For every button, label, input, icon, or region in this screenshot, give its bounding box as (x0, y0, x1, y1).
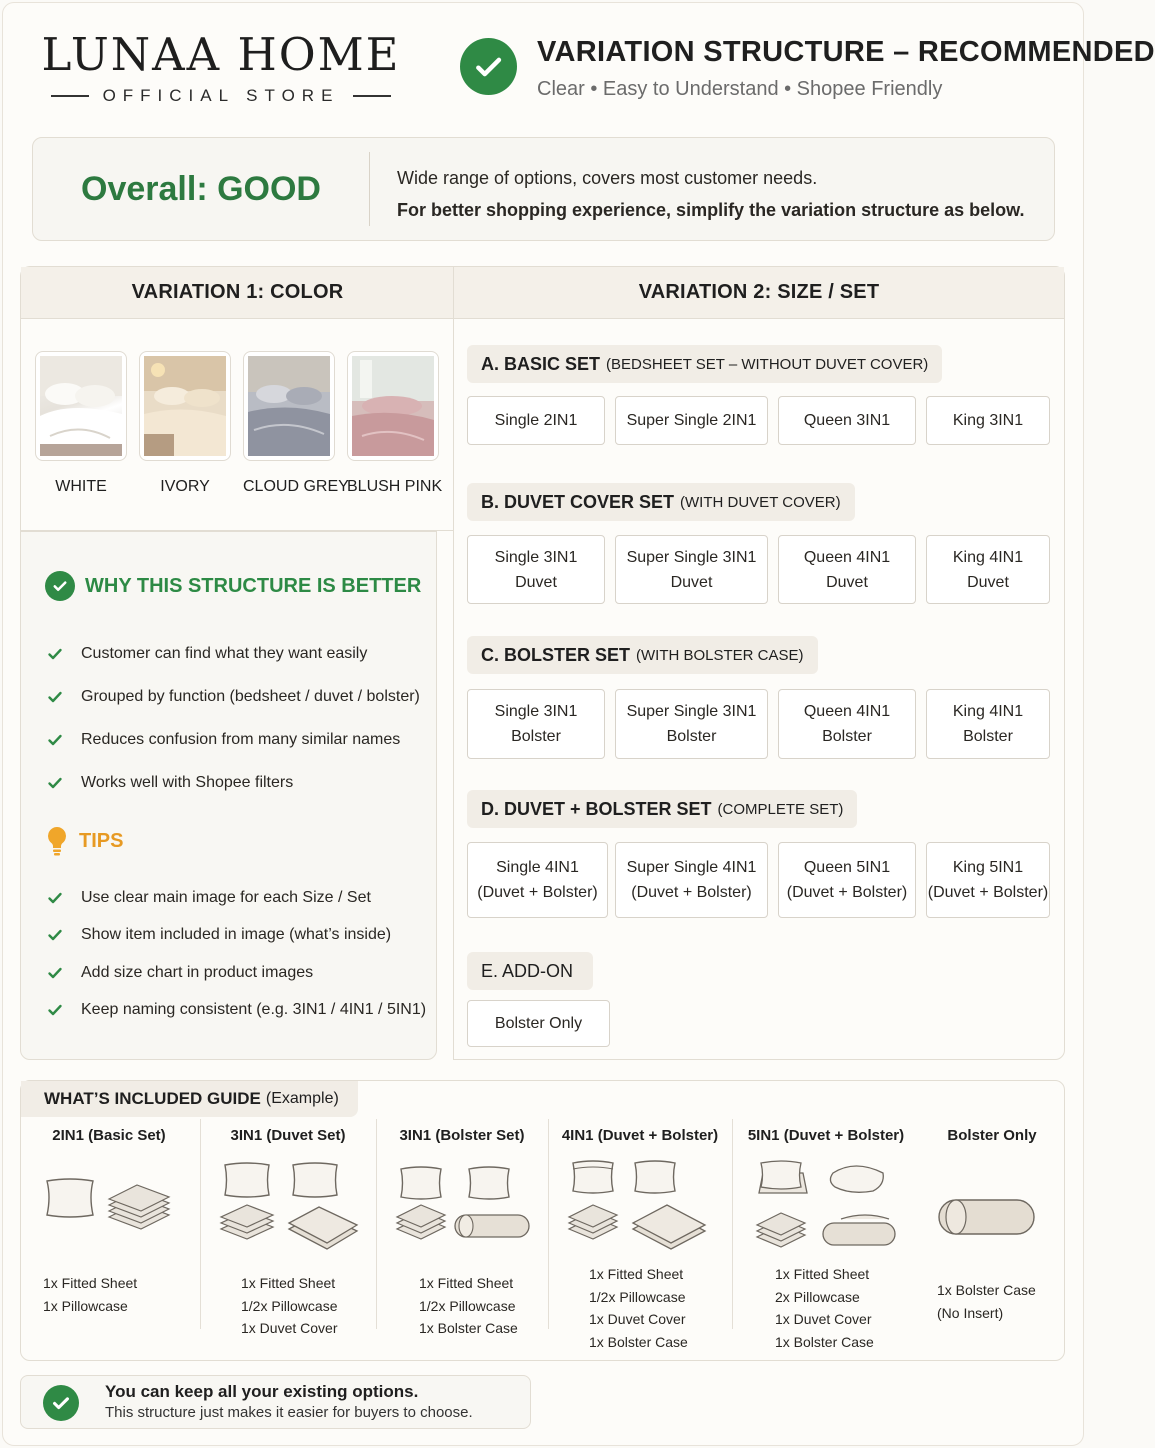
footer-note (20, 1375, 531, 1429)
section-note: (WITH DUVET COVER) (680, 493, 841, 511)
list-item (47, 992, 426, 1030)
list-item (47, 675, 420, 718)
guide-item: 1x Fitted Sheet (241, 1275, 336, 1291)
overall-line-1: Wide range of options, covers most customer needs. (397, 168, 818, 188)
overall-rating: Overall: GOOD (81, 169, 321, 208)
why-item-text: Reduces confusion from many similar names (81, 730, 401, 748)
check-icon (47, 965, 63, 981)
guide-item: 1x Duvet Cover (775, 1311, 872, 1327)
variation-size-panel (453, 266, 1065, 1060)
guide-item: 1x Duvet Cover (241, 1320, 338, 1336)
section-name: C. BOLSTER SET (481, 644, 631, 665)
section-bolster-set (467, 636, 818, 674)
tip-item-text: Use clear main image for each Size / Set (81, 888, 371, 906)
why-list (47, 632, 420, 804)
guide-item: 1x Duvet Cover (589, 1311, 686, 1327)
color-label-blush-pink: BLUSH PINK (347, 478, 443, 495)
why-item-text: Grouped by function (bedsheet / duvet / bolster) (81, 687, 420, 705)
list-item (47, 718, 420, 761)
check-circle-icon (460, 38, 517, 95)
guide-note: (Example) (265, 1090, 339, 1107)
guide-col-3in1-bolster (377, 1117, 547, 1361)
color-photo-ivory (139, 351, 231, 461)
tips-list (47, 879, 426, 1029)
pillows-sheet-duvet-bolster-icon (755, 1159, 905, 1257)
overall-line-2: For better shopping experience, simplify the variation structure as below. (397, 200, 1025, 220)
guide-item: 1x Bolster Case (937, 1282, 1036, 1298)
color-swatch-cloud-grey[interactable] (243, 351, 349, 496)
option-single-4in1-complete[interactable]: Single 4IN1 (Duvet + Bolster) (467, 842, 608, 918)
overall-description (397, 162, 1024, 226)
guide-col-bolster-only (919, 1117, 1065, 1361)
check-circle-icon (43, 1385, 79, 1421)
lightbulb-icon (45, 825, 69, 857)
guide-col-items (43, 1272, 137, 1317)
why-heading (45, 571, 421, 601)
why-item-text: Works well with Shopee filters (81, 773, 294, 791)
option-queen-5in1-complete[interactable]: Queen 5IN1 (Duvet + Bolster) (778, 842, 916, 918)
why-item-text: Customer can find what they want easily (81, 644, 368, 662)
section-duvet-bolster-set (467, 790, 857, 828)
footer-line-1: You can keep all your existing options. (105, 1382, 419, 1401)
option-single-3in1-bolster[interactable]: Single 3IN1 Bolster (467, 689, 605, 759)
page-subtitle: Clear • Easy to Understand • Shopee Friendly (537, 78, 943, 100)
guide-col-items (241, 1272, 338, 1340)
option-super-single-2in1[interactable]: Super Single 2IN1 (615, 396, 768, 445)
guide-col-title: 3IN1 (Duvet Set) (230, 1127, 346, 1144)
color-swatch-blush-pink[interactable] (347, 351, 443, 496)
brand-divider-left (51, 95, 89, 97)
pillows-sheet-duvet-bolster-icon (567, 1159, 709, 1254)
check-icon (47, 646, 63, 662)
guide-item: 1x Fitted Sheet (589, 1266, 684, 1282)
check-icon (47, 732, 63, 748)
option-queen-4in1-bolster[interactable]: Queen 4IN1 Bolster (778, 689, 916, 759)
section-add-on (467, 952, 593, 990)
section-note: (BEDSHEET SET – WITHOUT DUVET COVER) (606, 355, 929, 373)
guide-title-tab (21, 1081, 358, 1117)
why-tips-card (20, 531, 437, 1060)
pillows-sheet-duvet-icon (219, 1161, 359, 1256)
guide-title: WHAT’S INCLUDED GUIDE (44, 1089, 261, 1108)
guide-col-4in1 (549, 1117, 731, 1361)
guide-item: 1x Pillowcase (43, 1297, 128, 1314)
bed-photo-cloud-grey (248, 356, 330, 456)
section-name: A. BASIC SET (481, 353, 601, 374)
option-king-5in1-complete[interactable]: King 5IN1 (Duvet + Bolster) (926, 842, 1050, 918)
brand-divider-right (353, 95, 391, 97)
option-single-3in1-duvet[interactable]: Single 3IN1 Duvet (467, 535, 605, 604)
guide-item: 1/2x Pillowcase (589, 1288, 686, 1305)
guide-col-5in1 (733, 1117, 919, 1361)
section-note: (COMPLETE SET) (717, 800, 844, 818)
tip-item-text: Show item included in image (what’s inside) (81, 926, 392, 944)
overall-divider (369, 152, 370, 226)
option-super-single-3in1-bolster[interactable]: Super Single 3IN1 Bolster (615, 689, 768, 759)
guide-col-3in1-duvet (201, 1117, 375, 1361)
option-bolster-only[interactable]: Bolster Only (467, 1000, 610, 1047)
check-icon (47, 689, 63, 705)
color-photo-white (35, 351, 127, 461)
section-duvet-cover-set (467, 483, 855, 521)
section-basic-set (467, 345, 942, 383)
guide-col-items (937, 1279, 1036, 1324)
tip-item-text: Add size chart in product images (81, 963, 314, 981)
tip-item-text: Keep naming consistent (e.g. 3IN1 / 4IN1 / 5IN1) (81, 1001, 427, 1019)
guide-item: 1/2x Pillowcase (241, 1297, 338, 1314)
guide-col-items (589, 1263, 688, 1353)
footer-line-2: This structure just makes it easier for buyers to choose. (105, 1404, 473, 1421)
guide-item: 1x Fitted Sheet (43, 1275, 138, 1291)
brand-name: LUNAA HOME (41, 28, 401, 81)
bolster-icon (937, 1197, 1037, 1239)
brand-sub-text: OFFICIAL STORE (102, 86, 340, 105)
overall-card (32, 137, 1055, 241)
option-king-4in1-duvet[interactable]: King 4IN1 Duvet (926, 535, 1050, 604)
list-item (47, 917, 426, 955)
page-title: VARIATION STRUCTURE – RECOMMENDED (537, 36, 1155, 68)
guide-col-title: 4IN1 (Duvet + Bolster) (561, 1127, 719, 1144)
section-note: (WITH BOLSTER CASE) (636, 646, 804, 664)
bed-photo-blush-pink (352, 356, 434, 456)
option-king-4in1-bolster[interactable]: King 4IN1 Bolster (926, 689, 1050, 759)
variation-color-title: VARIATION 1: COLOR (21, 267, 454, 319)
pillows-sheet-bolster-icon (395, 1165, 535, 1250)
check-circle-icon (45, 571, 75, 601)
guide-item: 1x Fitted Sheet (419, 1275, 514, 1291)
list-item (47, 761, 420, 804)
guide-item: 1x Bolster Case (589, 1333, 688, 1350)
bed-photo-white (40, 356, 122, 456)
why-title: WHY THIS STRUCTURE IS BETTER (85, 574, 422, 597)
option-super-single-3in1-duvet[interactable]: Super Single 3IN1 Duvet (615, 535, 768, 604)
option-single-2in1[interactable]: Single 2IN1 (467, 396, 605, 445)
guide-item: (No Insert) (937, 1304, 1004, 1321)
check-icon (47, 775, 63, 791)
option-queen-4in1-duvet[interactable]: Queen 4IN1 Duvet (778, 535, 916, 604)
guide-col-title: 5IN1 (Duvet + Bolster) (747, 1127, 905, 1144)
list-item (47, 954, 426, 992)
variation-color-panel (20, 266, 454, 531)
brand-logo (40, 28, 402, 106)
section-name: B. DUVET COVER SET (481, 491, 675, 512)
guide-item: 1/2x Pillowcase (419, 1297, 516, 1314)
guide-col-2in1 (21, 1117, 197, 1361)
section-name: D. DUVET + BOLSTER SET (481, 798, 712, 819)
option-queen-3in1[interactable]: Queen 3IN1 (778, 396, 916, 445)
color-photo-cloud-grey (243, 351, 335, 461)
guide-col-title: 2IN1 (Basic Set) (52, 1127, 166, 1144)
color-swatch-ivory[interactable] (139, 351, 231, 496)
included-guide (20, 1080, 1065, 1361)
check-icon (47, 890, 63, 906)
tips-title: TIPS (79, 829, 124, 852)
guide-item: 1x Bolster Case (775, 1333, 874, 1350)
guide-col-items (775, 1263, 874, 1353)
color-swatch-white[interactable] (35, 351, 127, 496)
pillow-sheet-icon (43, 1177, 173, 1237)
check-icon (47, 1002, 63, 1018)
option-super-single-4in1-complete[interactable]: Super Single 4IN1 (Duvet + Bolster) (615, 842, 768, 918)
bed-photo-ivory (144, 356, 226, 456)
color-label-ivory: IVORY (160, 478, 210, 495)
list-item (47, 879, 426, 917)
color-label-white: WHITE (55, 478, 107, 495)
check-icon (47, 927, 63, 943)
guide-col-title: Bolster Only (947, 1127, 1037, 1144)
guide-col-items (419, 1272, 518, 1340)
color-photo-blush-pink (347, 351, 439, 461)
guide-col-title: 3IN1 (Bolster Set) (399, 1127, 525, 1144)
option-king-3in1[interactable]: King 3IN1 (926, 396, 1050, 445)
variation-size-title: VARIATION 2: SIZE / SET (454, 267, 1064, 319)
color-label-cloud-grey: CLOUD GREY (243, 478, 349, 495)
guide-item: 1x Bolster Case (419, 1320, 518, 1336)
section-name: E. ADD-ON (481, 960, 574, 981)
color-swatch-list (35, 351, 443, 496)
brand-subtitle (40, 86, 402, 106)
tips-heading (45, 825, 123, 857)
guide-item: 1x Fitted Sheet (775, 1266, 870, 1282)
guide-item: 2x Pillowcase (775, 1288, 860, 1305)
list-item (47, 632, 420, 675)
